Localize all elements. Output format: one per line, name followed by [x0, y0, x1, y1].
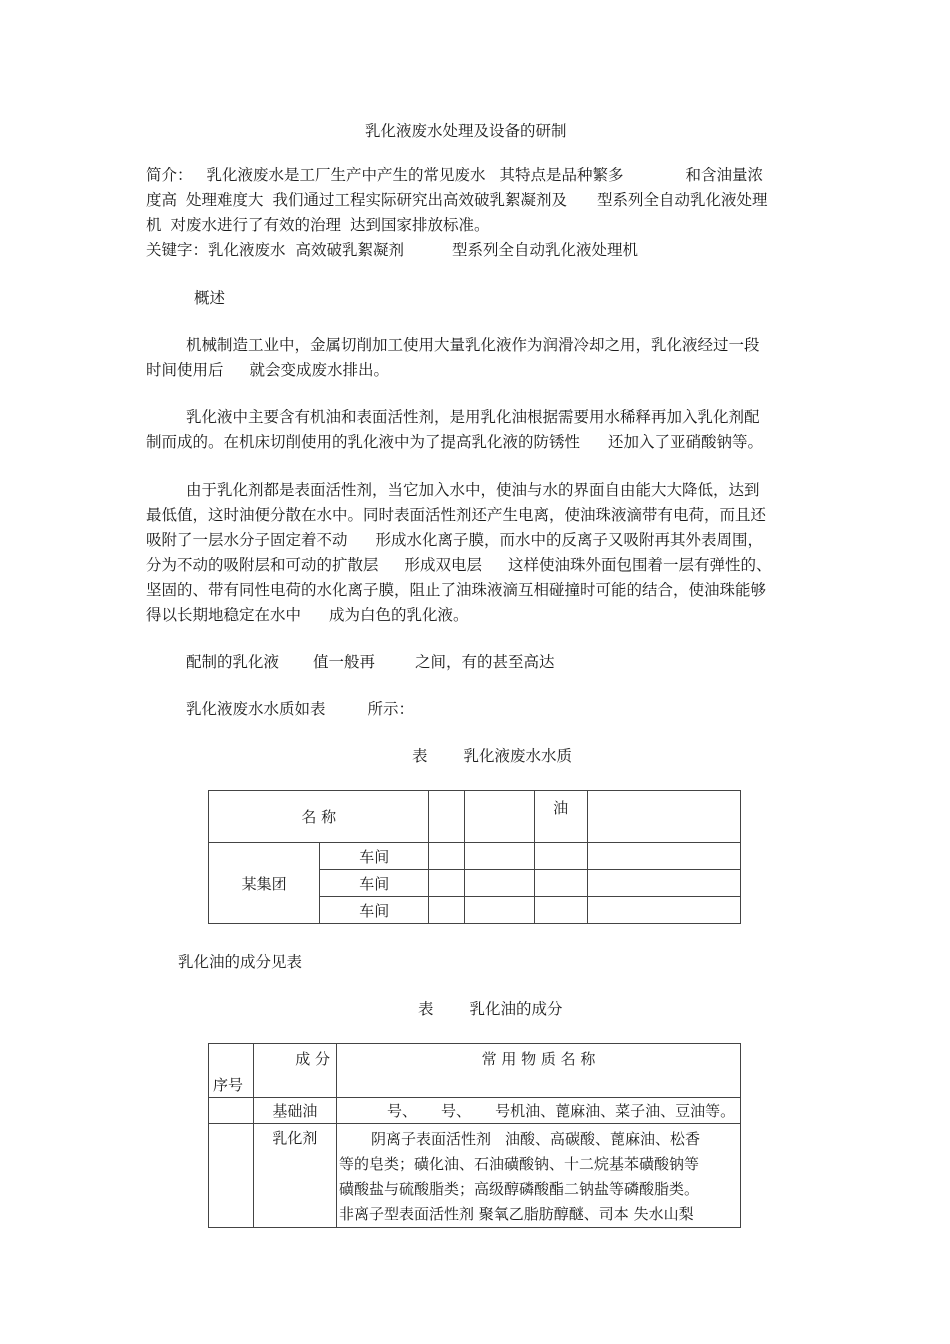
p2-line-2: 制而成的。在机床切削使用的乳化液中为了提高乳化液的防锈性 还加入了亚硝酸钠等。	[146, 433, 764, 451]
p1-line-2: 时间使用后 就会变成废水排出。	[146, 361, 390, 379]
p3-line-2: 最低值，这时油便分散在水中。同时表面活性剂还产生电离，使油珠液滴带有电荷，而且还	[146, 506, 767, 524]
table-cell	[429, 870, 465, 897]
header-name-cell: 名 称	[209, 791, 429, 843]
table-cell	[209, 1124, 254, 1228]
table2-caption: 表 乳化油的成分	[418, 1000, 563, 1018]
p3-line-3: 吸附了一层水分子固定着不动 形成水化离子膜，而水中的反离子又吸附再其外表周围，	[146, 531, 764, 549]
header-component-cell: 成 分	[253, 1044, 336, 1098]
table-row	[209, 1124, 741, 1228]
table-cell	[534, 870, 587, 897]
substances-cell: 阴离子表面活性剂 油酸、高碳酸、蓖麻油、松香 等的皂类；磺化油、石油磺酸钠、十二烷基苯磺酸钠等 磺酸盐与硫酸脂类；高级醇磷酸酯二钠盐等磷酸脂类。 非离子型表面活性剂 聚氧乙脂肪醇醚、司本 失水山梨	[337, 1124, 741, 1228]
table1-caption: 表 乳化液废水水质	[412, 747, 573, 765]
substances-cell: 号、 号、 号机油、蓖麻油、菜子油、豆油等。	[337, 1098, 741, 1124]
table-wastewater-quality	[208, 790, 741, 924]
table-cell	[534, 897, 587, 924]
table-cell	[465, 791, 534, 843]
p1-line-1: 机械制造工业中，金属切削加工使用大量乳化液作为润滑冷却之用，乳化液经过一段	[186, 336, 760, 354]
component-cell: 乳化剂	[253, 1124, 336, 1228]
section-heading-overview: 概述	[194, 289, 226, 307]
table-cell	[429, 843, 465, 870]
header-oil-cell: 油	[534, 791, 587, 843]
table-cell	[465, 843, 534, 870]
table-cell	[587, 791, 740, 843]
p5-line: 乳化液废水水质如表 所示：	[186, 700, 415, 718]
table-header-row	[209, 791, 741, 843]
p3-line-1: 由于乳化剂都是表面活性剂，当它加入水中，使油与水的界面自由能大大降低，达到	[186, 481, 760, 499]
table-cell	[209, 1098, 254, 1124]
table-cell	[587, 897, 740, 924]
abstract-line-3: 机 对废水进行了有效的治理 达到国家排放标准。	[146, 216, 490, 234]
table-cell	[534, 843, 587, 870]
p2-line-1: 乳化液中主要含有机油和表面活性剂，是用乳化油根据需要用水稀释再加入乳化剂配	[186, 408, 760, 426]
table-cell	[429, 897, 465, 924]
p3-line-5: 坚固的、带有同性电荷的水化离子膜，阻止了油珠液滴互相碰撞时可能的结合，使油珠能够	[146, 581, 767, 599]
group-cell: 某集团	[209, 843, 320, 924]
header-seq-cell: 序号	[209, 1044, 254, 1098]
table-cell	[587, 870, 740, 897]
keywords-line: 关键字：乳化液废水 高效破乳絮凝剂 型系列全自动乳化液处理机	[146, 241, 639, 259]
table-cell	[465, 870, 534, 897]
p6-line: 乳化油的成分见表	[178, 953, 303, 971]
workshop-cell: 车间	[320, 843, 429, 870]
header-names-cell: 常 用 物 质 名 称	[337, 1044, 741, 1098]
table-row	[209, 843, 741, 870]
p3-line-4: 分为不动的吸附层和可动的扩散层 形成双电层 这样使油珠外面包围着一层有弹性的、	[146, 556, 772, 574]
workshop-cell: 车间	[320, 870, 429, 897]
component-cell: 基础油	[253, 1098, 336, 1124]
abstract-line-2: 度高 处理难度大 我们通过工程实际研究出高效破乳絮凝剂及 型系列全自动乳化液处理	[146, 191, 768, 209]
p3-line-6: 得以长期地稳定在水中 成为白色的乳化液。	[146, 606, 469, 624]
p4-line: 配制的乳化液 值一般再 之间，有的甚至高达	[186, 653, 555, 671]
table-cell	[587, 843, 740, 870]
table-cell	[429, 791, 465, 843]
abstract-line-1: 简介： 乳化液废水是工厂生产中产生的常见废水 其特点是品种繁多 和含油量浓	[146, 166, 764, 184]
table-header-row	[209, 1044, 741, 1098]
table-cell	[465, 897, 534, 924]
workshop-cell: 车间	[320, 897, 429, 924]
table-emulsified-oil-components	[208, 1043, 741, 1228]
table-row	[209, 1098, 741, 1124]
document-title: 乳化液废水处理及设备的研制	[365, 122, 567, 140]
